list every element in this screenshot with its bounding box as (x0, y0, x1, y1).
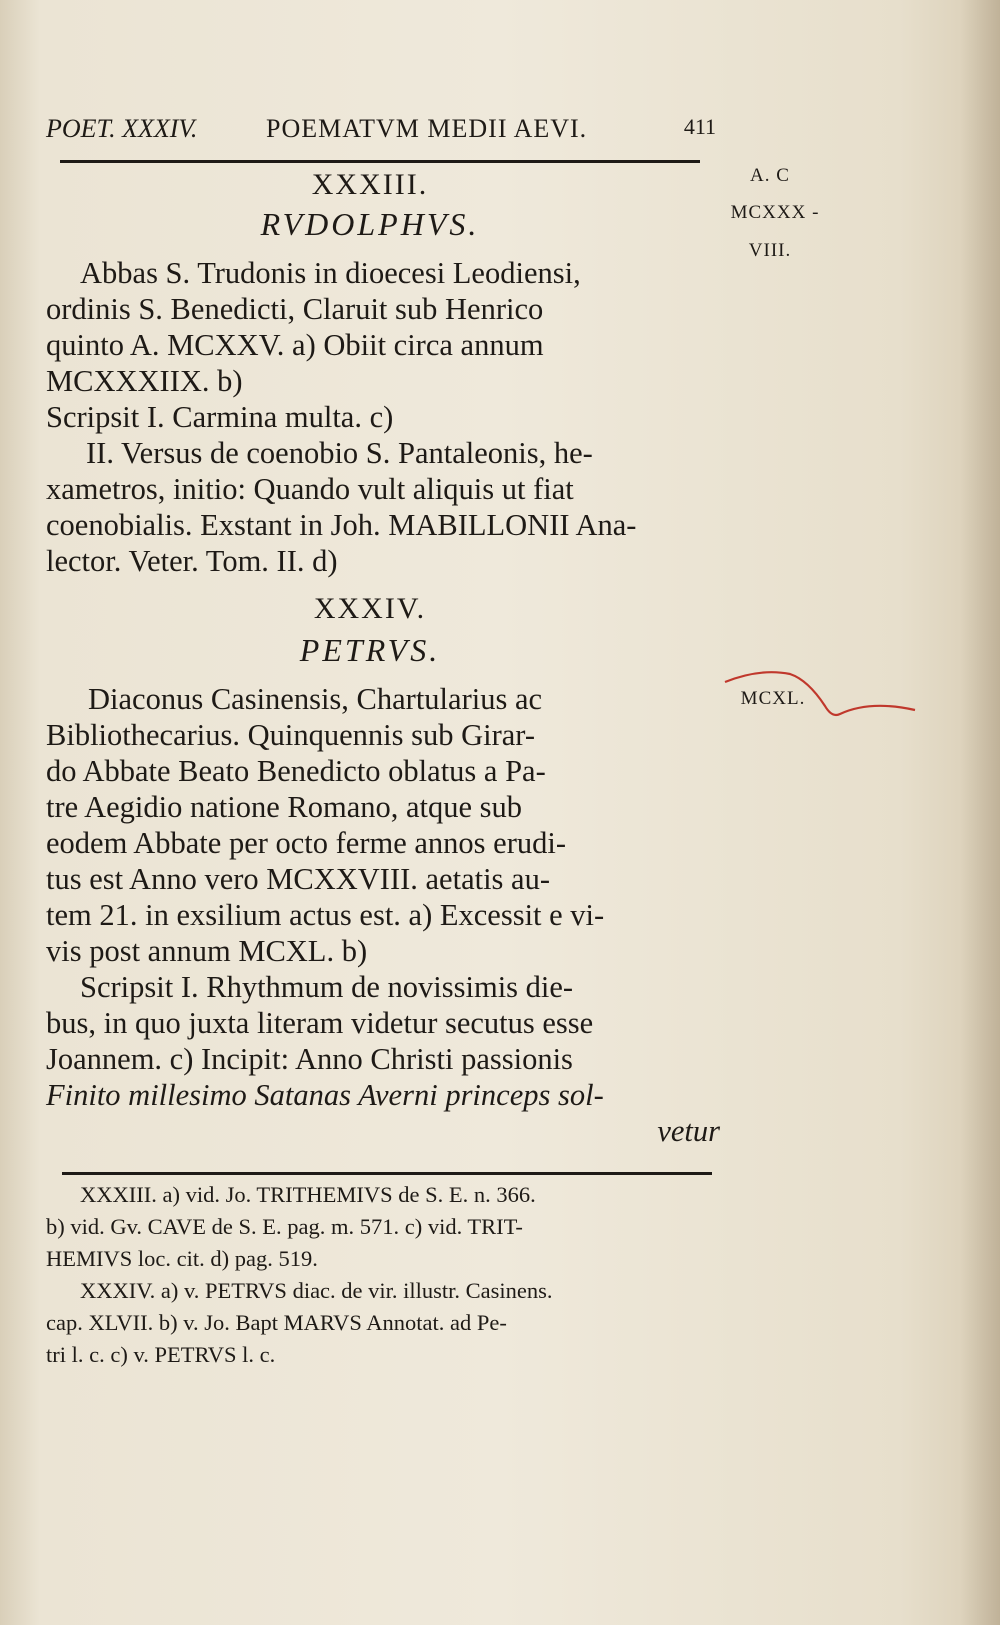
margin-date-line2: MCXXX - (730, 202, 820, 223)
running-header (46, 114, 716, 154)
header-rule (60, 160, 700, 163)
entry1-line: II. Versus de coenobio S. Pantaleonis, he- (86, 436, 593, 470)
entry2-line: Bibliothecarius. Quinquennis sub Girar- (46, 718, 535, 752)
page-number: 411 (683, 114, 716, 139)
entry2-number: XXXIV. (313, 592, 427, 625)
header-title: POEMATVM MEDII AEVI. (266, 114, 588, 143)
footnote-line: b) vid. Gv. CAVE de S. E. pag. m. 571. c) vid. TRIT- (46, 1214, 523, 1239)
entry2-line: Scripsit I. Rhythmum de novissimis die- (80, 970, 574, 1004)
entry1-line: quinto A. MCXXV. a) Obiit circa annum (46, 328, 544, 362)
page-spine-shadow (960, 0, 1000, 1625)
entry1-line: ordinis S. Benedicti, Claruit sub Henrico (46, 292, 544, 326)
entry2-line: Diaconus Casinensis, Chartularius ac (88, 682, 543, 716)
margin-date-line1: A. C (750, 165, 790, 186)
entry1-line: Abbas S. Trudonis in dioecesi Leodiensi, (80, 256, 581, 290)
entry2-line: tus est Anno vero MCXXVIII. aetatis au- (46, 862, 550, 896)
footnote-line: XXXIII. a) vid. Jo. TRITHEMIVS de S. E. n. 366. (80, 1182, 536, 1207)
entry1-line: coenobialis. Exstant in Joh. MABILLONII Ana- (46, 508, 637, 542)
entry1-line: MCXXXIIX. b) (46, 364, 243, 398)
footnote-line: cap. XLVII. b) v. Jo. Bapt MARVS Annotat. ad Pe- (46, 1310, 507, 1335)
entry2-line: do Abbate Beato Benedicto oblatus a Pa- (46, 754, 546, 788)
entry2-line: bus, in quo juxta literam videtur secutus esse (46, 1006, 594, 1040)
entry1-line: lector. Veter. Tom. II. d) (46, 544, 338, 578)
entry2-name: PETRVS. (299, 632, 441, 668)
footnote-rule (62, 1172, 712, 1175)
entry1-name: RVDOLPHVS. (260, 206, 480, 242)
entry2-line: tem 21. in exsilium actus est. a) Excessit e vi- (46, 898, 605, 932)
header-left: POET. XXXIV. (46, 114, 198, 143)
entry2-line: eodem Abbate per octo ferme annos erudi- (46, 826, 566, 860)
footnote-line: XXXIV. a) v. PETRVS diac. de vir. illustr. Casinens. (80, 1278, 553, 1303)
entry1-line: Scripsit I. Carmina multa. c) (46, 400, 394, 434)
margin-date-2: MCXL. (740, 688, 806, 709)
entry1-line: xametros, initio: Quando vult aliquis ut fiat (46, 472, 574, 506)
catchword: vetur (657, 1114, 720, 1148)
entry2-line: tre Aegidio natione Romano, atque sub (46, 790, 523, 824)
margin-date-line3: VIII. (748, 240, 792, 261)
entry2-line: Finito millesimo Satanas Averni princeps sol- (46, 1078, 604, 1112)
entry1-number: XXXIII. (311, 168, 429, 201)
red-pencil-mark-icon (720, 660, 920, 740)
footnote-line: HEMIVS loc. cit. d) pag. 519. (46, 1246, 318, 1271)
entry2-line: vis post annum MCXL. b) (46, 934, 368, 968)
entry2-line: Joannem. c) Incipit: Anno Christi passionis (46, 1042, 573, 1076)
footnote-line: tri l. c. c) v. PETRVS l. c. (46, 1342, 276, 1367)
